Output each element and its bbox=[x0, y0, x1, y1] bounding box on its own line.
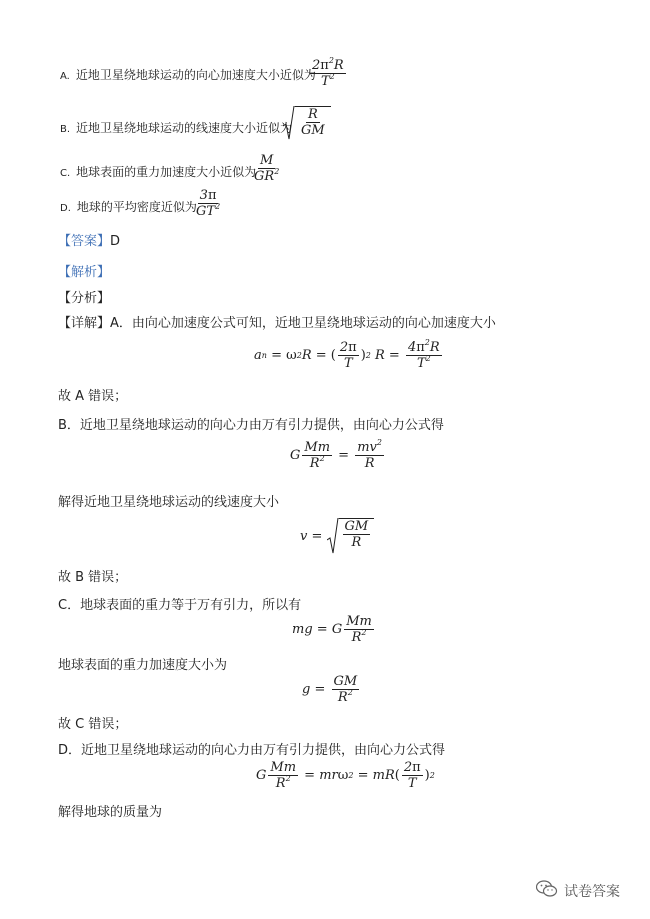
equation-c-gravity: g = $\frac{GM}{R^2}$ bbox=[302, 674, 358, 705]
option-a-formula: $\frac{2\pi^2R}{T^2}$ bbox=[312, 56, 344, 89]
option-b-formula: $\frac{R}{GM}$ bbox=[283, 106, 331, 140]
detail-d-solve: 解得地球的质量为 bbox=[58, 805, 163, 820]
detail-c-solve: 地球表面的重力加速度大小为 bbox=[58, 658, 228, 673]
answer-tag: 【答案】 bbox=[58, 234, 111, 249]
option-d bbox=[60, 198, 197, 215]
equation-b: G $\frac{Mm}{R^2}$ = $\frac{mv^2}{R}$ bbox=[290, 438, 382, 471]
equation-d: G $\frac{Mm}{R^2}$ = mr ω 2 = mR ( $\frac{2\pi}{T}$ ) 2 bbox=[256, 760, 435, 791]
option-a bbox=[60, 66, 316, 83]
detail-d-intro: D．近地卫星绕地球运动的向心力由万有引力提供，由向心力公式得 bbox=[58, 743, 446, 758]
option-a-text: 近地卫星绕地球运动的向心加速度大小近似为 bbox=[75, 68, 316, 82]
option-b-text: 近地卫星绕地球运动的线速度大小近似为 bbox=[76, 121, 293, 135]
answer-value: D bbox=[110, 234, 121, 249]
option-b-label: B. bbox=[60, 124, 71, 135]
equation-a: a n = ω 2 R = ( $\frac{2\pi}{T}$ ) 2 R = $\frac{4\pi^2R}{T^2}$ bbox=[254, 338, 440, 371]
option-a-label: A. bbox=[60, 71, 70, 82]
equation-b-velocity: v = $\frac{GM}{R}$ bbox=[300, 518, 374, 554]
footer-brand: 试卷答案 bbox=[564, 884, 620, 900]
detail-tag: 【详解】 bbox=[58, 316, 111, 331]
detail-b-wrong: 故 B 错误； bbox=[58, 570, 128, 585]
detail-a-text: A．由向心加速度公式可知，近地卫星绕地球运动的向心加速度大小 bbox=[110, 316, 496, 331]
analysis-tag: 【解析】 bbox=[58, 265, 111, 280]
option-d-formula: $\frac{3\pi}{GT^2}$ bbox=[196, 188, 221, 219]
option-d-label: D. bbox=[60, 203, 71, 214]
option-c-text: 地球表面的重力加速度大小近似为 bbox=[76, 165, 257, 179]
option-d-text: 地球的平均密度近似为 bbox=[76, 200, 197, 214]
fenxi-tag: 【分析】 bbox=[58, 291, 111, 306]
wechat-icon bbox=[536, 880, 564, 902]
footer-watermark bbox=[536, 880, 620, 902]
detail-c-wrong: 故 C 错误； bbox=[58, 717, 128, 732]
option-c-formula: $\frac{M}{GR^2}$ bbox=[254, 153, 280, 184]
detail-b-intro: B．近地卫星绕地球运动的向心力由万有引力提供，由向心力公式得 bbox=[58, 418, 444, 433]
option-c-label: C. bbox=[60, 168, 71, 179]
detail-a-wrong: 故 A 错误； bbox=[58, 389, 128, 404]
detail-b-solve: 解得近地卫星绕地球运动的线速度大小 bbox=[58, 495, 280, 510]
option-b bbox=[60, 119, 292, 136]
option-c bbox=[60, 163, 256, 180]
answer-line bbox=[58, 230, 120, 249]
detail-a-intro bbox=[58, 312, 496, 331]
detail-c-intro: C．地球表面的重力等于万有引力，所以有 bbox=[58, 598, 302, 613]
equation-c: mg = G $\frac{Mm}{R^2}$ bbox=[292, 614, 372, 645]
